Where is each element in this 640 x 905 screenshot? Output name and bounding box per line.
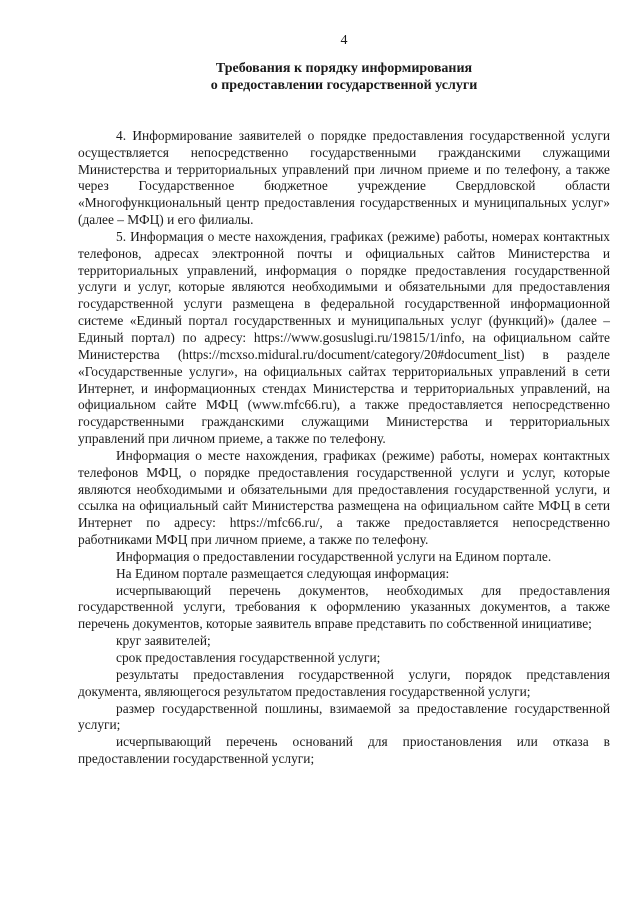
section-title	[78, 60, 610, 95]
paragraph-mfc-information: Информация о месте нахождения, графиках (режиме) работы, номерах контактных телефонов МФЦ, о порядке предоставления государственной услуги и услуг, которые являются необходимыми и обязательными для предоставления государственной услуги, и ссылка на официальный сайт Министерства размещена на официальном сайте МФЦ в сети Интернет по адресу: https://mfc66.ru/, а также предоставляется непосредственно работниками МФЦ при личном приеме, а также по телефону.	[78, 447, 610, 548]
list-item-term: срок предоставления государственной услуги;	[116, 650, 381, 665]
page-number: 4	[340, 33, 348, 48]
paragraph-unified-portal-intro: На Едином портале размещается следующая информация:	[116, 565, 450, 581]
list-item-state-fee: размер государственной пошлины, взимаемой за предоставление государственной услуги;	[78, 700, 610, 733]
list-item-results: результаты предоставления государственной услуги, порядок представления документа, являющегося результатом предоставления государственной услуги;	[78, 666, 610, 699]
list-item-refusal-grounds: исчерпывающий перечень оснований для приостановления или отказа в предоставлении государственной услуги;	[78, 734, 610, 767]
section-title-line-2: о предоставлении государственной услуги	[210, 78, 478, 94]
paragraph-item-4-informing: 4. Информирование заявителей о порядке предоставления государственной услуги осуществляется непосредственно государственными гражданскими служащими Министерства и территориальных управлений при личном приеме и по телефону, а также через Государственное бюджетное учреждение Свердловской области «Многофункциональный центр предоставления государственных и муниципальных услуг» (далее – МФЦ) и его филиалы.	[78, 127, 610, 228]
section-title-line-1: Требования к порядку информирования	[215, 60, 473, 76]
paragraph-item-5-information-placement: 5. Информация о месте нахождения, графиках (режиме) работы, номерах контактных телефонов, адресах электронной почты и официальных сайтов Министерства и территориальных управлений, информация о порядке предоставления государственной услуги и услуг, которые являются необходимыми и обязательными для предоставления государственной услуги размещена в федеральной государственной информационной системе «Единый портал государственных и муниципальных услуг (функций)» (далее – Единый портал) по адресу: https://www.gosuslugi.ru/19815/1/info, на официальном сайте Министерства (https://mcxso.midural.ru/document/category/20#document_list) в разделе «Государственные услуги», на официальных сайтах территориальных управлений в сети Интернет, и информационных стендах Министерства и территориальных управлений, на официальном сайте МФЦ (www.mfc66.ru), а также предоставляется непосредственно государственными гражданскими служащими Министерства и территориальных управлений при личном приеме, а также по телефону.	[78, 228, 610, 447]
document-body	[78, 128, 610, 768]
list-item-documents: исчерпывающий перечень документов, необходимых для предоставления государственной услуги, требования к оформлению указанных документов, а также перечень документов, которые заявитель вправе представить по собственной инициативе;	[78, 582, 610, 632]
list-item-applicants: круг заявителей;	[116, 633, 211, 649]
paragraph-unified-portal-heading: Информация о предоставлении государственной услуги на Едином портале.	[116, 548, 552, 564]
